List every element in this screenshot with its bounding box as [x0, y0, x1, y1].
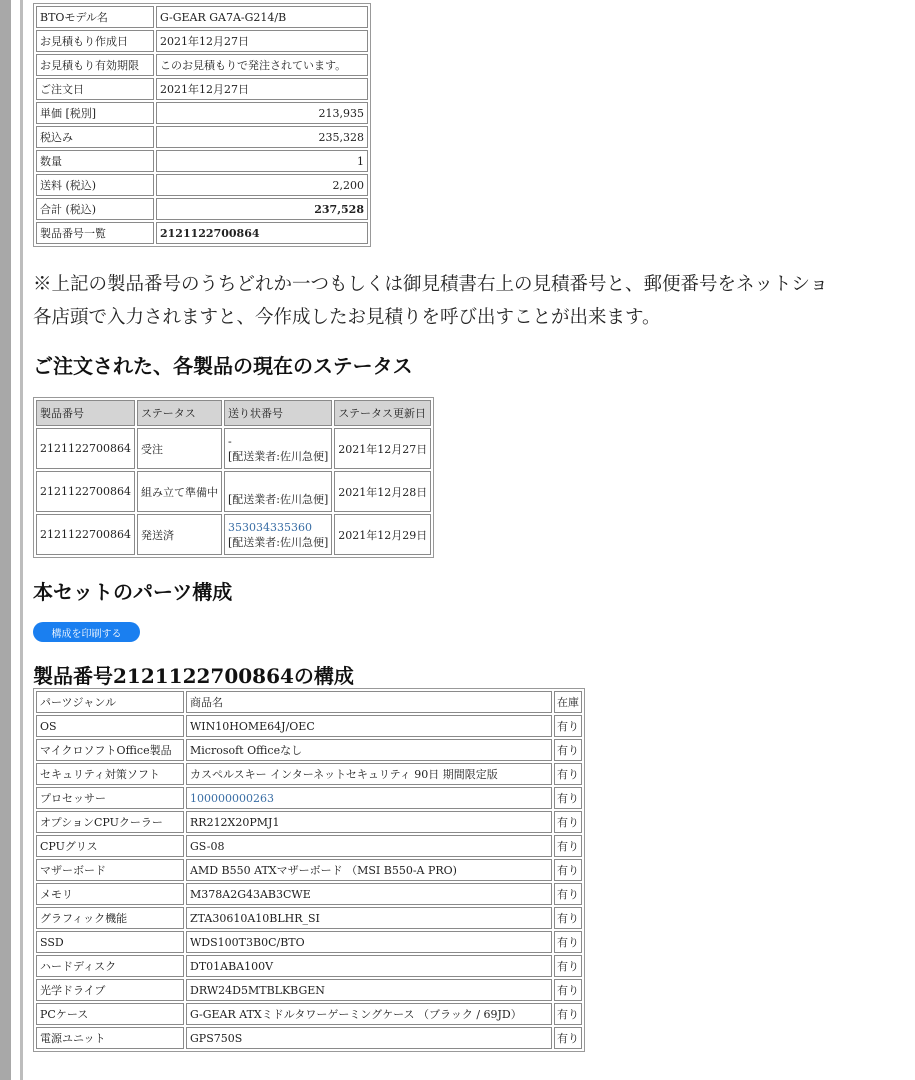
summary-label: ご注文日	[36, 78, 154, 100]
part-product-cell	[186, 1027, 552, 1049]
status-header-row	[36, 400, 431, 426]
parts-row	[36, 907, 582, 929]
order-summary-row	[36, 126, 368, 148]
part-product-name: WIN10HOME64J/OEC	[190, 719, 315, 733]
summary-label: 製品番号一覧	[36, 222, 154, 244]
part-stock: 有り	[554, 931, 582, 953]
config-heading: 製品番号2121122700864の構成	[33, 664, 354, 688]
parts-row	[36, 1027, 582, 1049]
part-stock: 有り	[554, 835, 582, 857]
status-updated-date: 2021年12月28日	[334, 471, 431, 512]
parts-row	[36, 811, 582, 833]
parts-row	[36, 955, 582, 977]
part-genre: セキュリティ対策ソフト	[36, 763, 184, 785]
status-value: 発送済	[137, 514, 222, 555]
part-product-name: AMD B550 ATXマザーボード （MSI B550-A PRO)	[190, 864, 457, 877]
parts-row	[36, 883, 582, 905]
col-genre: パーツジャンル	[36, 691, 184, 713]
parts-row	[36, 931, 582, 953]
part-stock: 有り	[554, 883, 582, 905]
carrier-label: [配送業者:佐川急便]	[227, 535, 329, 549]
summary-label: お見積もり有効期限	[36, 54, 154, 76]
summary-label: BTOモデル名	[36, 6, 154, 28]
part-genre: 光学ドライブ	[36, 979, 184, 1001]
tracking-cell	[224, 514, 332, 555]
part-product-name: カスペルスキー インターネットセキュリティ 90日 期間限定版	[190, 768, 498, 781]
part-product-cell	[186, 787, 552, 809]
col-updated: ステータス更新日	[334, 400, 431, 426]
tracking-number-link[interactable]: 353034335360	[227, 520, 312, 534]
part-genre: グラフィック機能	[36, 907, 184, 929]
part-stock: 有り	[554, 859, 582, 881]
left-scroll-gutter	[0, 0, 11, 1080]
parts-row	[36, 979, 582, 1001]
parts-row	[36, 739, 582, 761]
part-genre: OS	[36, 715, 184, 737]
summary-value: 2,200	[156, 174, 368, 196]
status-value: 組み立て準備中	[137, 471, 222, 512]
order-summary-row	[36, 6, 368, 28]
tracking-cell	[224, 471, 332, 512]
part-stock: 有り	[554, 763, 582, 785]
part-stock: 有り	[554, 787, 582, 809]
part-stock: 有り	[554, 811, 582, 833]
part-stock: 有り	[554, 979, 582, 1001]
col-status: ステータス	[137, 400, 222, 426]
part-stock: 有り	[554, 739, 582, 761]
parts-row	[36, 763, 582, 785]
part-product-name: GPS750S	[190, 1031, 243, 1045]
summary-label: 送料 (税込)	[36, 174, 154, 196]
part-product-name: G-GEAR ATXミドルタワーゲーミングケース （ブラック / 69JD）	[190, 1008, 522, 1021]
part-genre: PCケース	[36, 1003, 184, 1025]
part-product-name: M378A2G43AB3CWE	[190, 887, 311, 901]
part-product-name: WDS100T3B0C/BTO	[190, 935, 305, 949]
part-product-link[interactable]: 100000000263	[190, 791, 274, 805]
tracking-cell	[224, 428, 332, 469]
order-summary-row	[36, 150, 368, 172]
status-value: 受注	[137, 428, 222, 469]
col-product-name: 商品名	[186, 691, 552, 713]
part-product-cell	[186, 931, 552, 953]
note-line-2: 各店頭で入力されますと、今作成したお見積りを呼び出すことが出来ます。	[33, 307, 661, 328]
status-row	[36, 514, 431, 555]
summary-label: 単価 [税別]	[36, 102, 154, 124]
part-product-cell	[186, 883, 552, 905]
part-genre: CPUグリス	[36, 835, 184, 857]
product-number: 2121122700864	[36, 514, 135, 555]
part-product-cell	[186, 835, 552, 857]
order-summary-row	[36, 78, 368, 100]
part-product-cell	[186, 739, 552, 761]
order-status-table	[33, 397, 434, 558]
product-number: 2121122700864	[36, 428, 135, 469]
product-number: 2121122700864	[36, 471, 135, 512]
part-stock: 有り	[554, 1027, 582, 1049]
part-product-cell	[186, 955, 552, 977]
summary-value: 237,528	[156, 198, 368, 220]
status-row	[36, 471, 431, 512]
parts-row	[36, 859, 582, 881]
part-genre: オプションCPUクーラー	[36, 811, 184, 833]
parts-config-table	[33, 688, 585, 1052]
note-line-1: ※上記の製品番号のうちどれか一つもしくは御見積書右上の見積番号と、郵便番号をネットショ	[33, 274, 829, 295]
status-heading: ご注文された、各製品の現在のステータス	[33, 354, 413, 378]
summary-label: 数量	[36, 150, 154, 172]
part-genre: 電源ユニット	[36, 1027, 184, 1049]
summary-label: お見積もり作成日	[36, 30, 154, 52]
estimate-recall-note	[33, 268, 828, 334]
summary-value: 2121122700864	[156, 222, 368, 244]
order-summary-table	[33, 3, 371, 247]
col-stock: 在庫	[554, 691, 582, 713]
carrier-label: [配送業者:佐川急便]	[227, 492, 329, 506]
part-stock: 有り	[554, 715, 582, 737]
part-product-name: RR212X20PMJ1	[190, 815, 280, 829]
part-product-cell	[186, 1003, 552, 1025]
part-stock: 有り	[554, 1003, 582, 1025]
print-configuration-button[interactable]: 構成を印刷する	[33, 622, 140, 642]
summary-value: 2021年12月27日	[156, 30, 368, 52]
part-product-name: DRW24D5MTBLKBGEN	[190, 983, 325, 997]
status-row	[36, 428, 431, 469]
parts-row	[36, 1003, 582, 1025]
part-stock: 有り	[554, 907, 582, 929]
col-tracking: 送り状番号	[224, 400, 332, 426]
parts-row	[36, 715, 582, 737]
order-summary-row	[36, 174, 368, 196]
summary-value: 2021年12月27日	[156, 78, 368, 100]
status-updated-date: 2021年12月29日	[334, 514, 431, 555]
parts-heading: 本セットのパーツ構成	[33, 580, 233, 604]
order-summary-row	[36, 198, 368, 220]
part-genre: マザーボード	[36, 859, 184, 881]
part-product-name: Microsoft Officeなし	[190, 744, 303, 757]
part-genre: マイクロソフトOffice製品	[36, 739, 184, 761]
part-genre: メモリ	[36, 883, 184, 905]
tracking-number: -	[227, 434, 232, 448]
part-product-name: DT01ABA100V	[190, 959, 274, 973]
part-stock: 有り	[554, 955, 582, 977]
summary-label: 税込み	[36, 126, 154, 148]
left-border-line	[20, 0, 23, 1080]
order-summary-row	[36, 102, 368, 124]
tracking-number	[228, 477, 328, 492]
part-product-cell	[186, 811, 552, 833]
carrier-label: [配送業者:佐川急便]	[227, 449, 329, 463]
part-genre: プロセッサー	[36, 787, 184, 809]
summary-value: このお見積もりで発注されています。	[156, 54, 368, 76]
parts-row	[36, 835, 582, 857]
order-summary-row	[36, 30, 368, 52]
summary-label: 合計 (税込)	[36, 198, 154, 220]
part-product-cell	[186, 715, 552, 737]
summary-value: 1	[156, 150, 368, 172]
part-product-cell	[186, 763, 552, 785]
summary-value: 235,328	[156, 126, 368, 148]
parts-row	[36, 787, 582, 809]
summary-value: 213,935	[156, 102, 368, 124]
part-genre: ハードディスク	[36, 955, 184, 977]
part-genre: SSD	[36, 931, 184, 953]
summary-value: G-GEAR GA7A-G214/B	[156, 6, 368, 28]
parts-header-row	[36, 691, 582, 713]
part-product-cell	[186, 979, 552, 1001]
col-product-no: 製品番号	[36, 400, 135, 426]
part-product-cell	[186, 907, 552, 929]
part-product-name: ZTA30610A10BLHR_SI	[190, 911, 320, 925]
part-product-name: GS-08	[190, 839, 225, 853]
order-summary-row	[36, 222, 368, 244]
status-updated-date: 2021年12月27日	[334, 428, 431, 469]
order-summary-row	[36, 54, 368, 76]
part-product-cell	[186, 859, 552, 881]
